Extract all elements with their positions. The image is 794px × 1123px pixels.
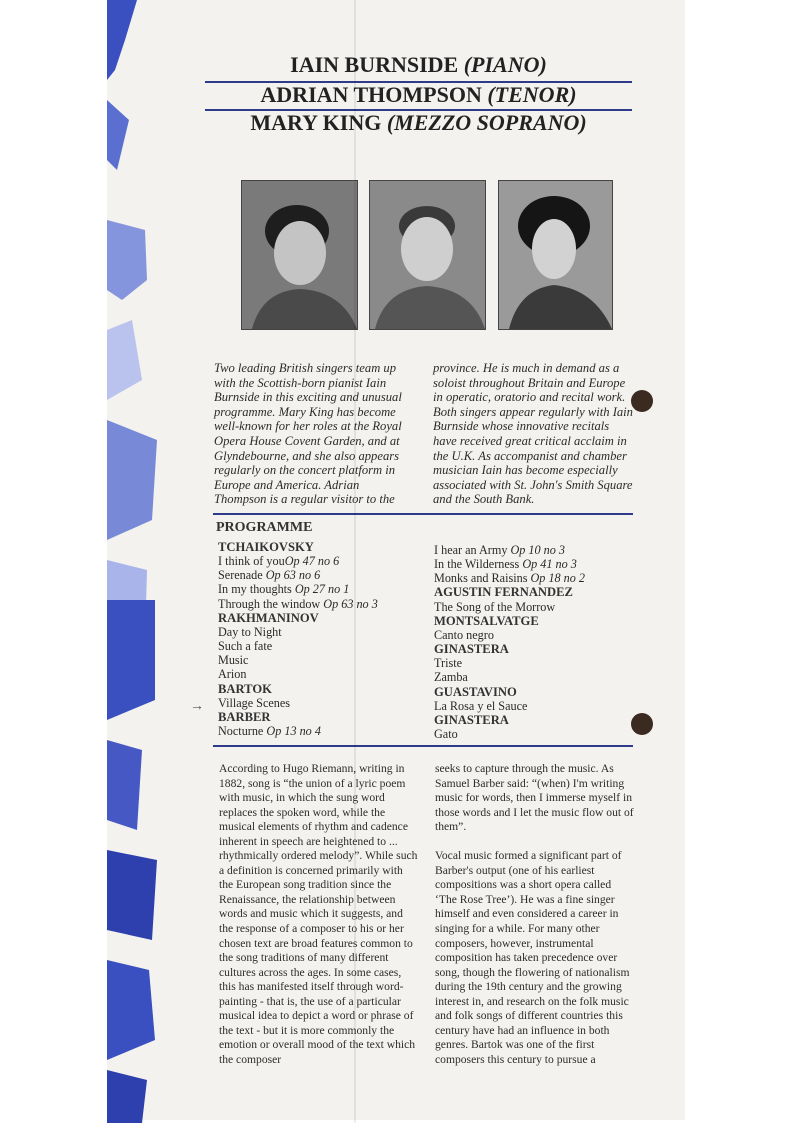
work-opus: Op 63 no 6: [265, 568, 321, 583]
work-opus: Op 18 no 2: [530, 571, 586, 586]
programme-work: [218, 554, 423, 568]
work-title: Triste: [434, 656, 462, 671]
work-opus: Op 41 no 3: [522, 557, 577, 572]
work-title: Canto negro: [434, 627, 494, 642]
programme-composer: RAKHMANINOV: [218, 610, 319, 625]
punch-hole: [631, 390, 653, 412]
performer-name: ADRIAN THOMPSON: [260, 82, 482, 107]
work-title: La Rosa y el Sauce: [434, 698, 528, 713]
programme-column-right: [434, 543, 634, 741]
programme-composer: GINASTERA: [434, 642, 509, 657]
article-column-left: [219, 762, 419, 1082]
programme-work: [434, 727, 634, 741]
programme-composer: GINASTERA: [434, 712, 509, 727]
article-paragraph: According to Hugo Riemann, writing in 1882, song is “the union of a lyric poem with music, in which the sung word replaces the spoken word, while the musical elements of rhythm and cadence inherent in speech are heightened to ... rhythmically ordered melody”. While such a definition is concerned primarily with the European song tradition since the Renaissance, the relationship between words and music which it suggests, and the response of a composer to his or her chosen text are broad features common to the song traditions of many different cultures across the ages. In some cases, this has manifested itself through word-painting - that is, the use of a particular musical idea to depict a word or phrase of the text - but it is more commonly the emotion or overall mood of the text which the composer: [219, 762, 418, 1066]
programme-work: [434, 656, 634, 670]
work-title: Village Scenes: [218, 695, 291, 710]
programme-work: [434, 557, 634, 571]
work-title: Through the window: [218, 596, 324, 611]
programme-column-left: [218, 540, 423, 738]
programme-work: [434, 628, 634, 642]
article-paragraph: seeks to capture through the music. As Samuel Barber said: “(when) I'm writing music for words, then I immerse myself in those words and I let the music flow out of them”.: [435, 762, 634, 834]
work-title: Monks and Raisins: [434, 571, 531, 586]
programme-work: [218, 667, 423, 681]
programme-work: [218, 625, 423, 639]
section-rule: [213, 513, 633, 515]
work-title: In my thoughts: [218, 582, 295, 597]
work-title: The Song of the Morrow: [434, 599, 556, 614]
intro-text-left: Two leading British singers team up with the Scottish-born pianist Iain Burnside in this exciting and unusual programme. Mary King has become well-known for her roles at the Royal Opera House Covent Garden, and at Glyndebourne, and she also appears regularly on the concert platform in Europe and America. Adrian Thompson is a regular visitor to the: [214, 361, 402, 507]
portrait-photo-2: [369, 180, 486, 330]
work-opus: Op 27 no 1: [294, 582, 350, 597]
programme-work: [218, 653, 423, 667]
work-title: Arion: [218, 667, 247, 682]
portrait-photo-3: [498, 180, 613, 330]
programme-work: [434, 543, 634, 557]
punch-hole: [631, 713, 653, 735]
programme-work: [218, 696, 423, 710]
programme-work: [218, 597, 423, 611]
performer-heading-3: [205, 110, 632, 136]
programme-composer: GUASTAVINO: [434, 684, 517, 699]
work-opus: Op 10 no 3: [510, 543, 565, 557]
blue-brushstroke-decoration: [107, 0, 167, 1123]
programme-composer: TCHAIKOVSKY: [218, 540, 314, 554]
work-title: Such a fate: [218, 639, 273, 654]
section-rule: [213, 745, 633, 747]
performer-heading-2: [205, 82, 632, 108]
work-title: I think of you: [218, 554, 285, 569]
programme-work: [218, 582, 423, 596]
programme-title: PROGRAMME: [216, 520, 313, 535]
portrait-photo-1: [241, 180, 358, 330]
intro-text-right: province. He is much in demand as a soloist throughout Britain and Europe in operatic, oratorio and recital work. Both singers appear regularly with Iain Burnside whose innovative recitals have received great critical acclaim in the U.K. As accompanist and chamber musician Iain has become especially associated with St. John's Smith Square and the South Bank.: [433, 361, 633, 507]
programme-work: [434, 670, 634, 684]
programme-work: [434, 699, 634, 713]
work-title: Serenade: [218, 568, 266, 583]
programme-composer: BARTOK: [218, 681, 272, 696]
work-title: Day to Night: [218, 624, 282, 639]
programme-composer: AGUSTIN FERNANDEZ: [434, 585, 573, 600]
programme-work: [218, 639, 423, 653]
performer-name: MARY KING: [250, 110, 382, 135]
work-title: Gato: [434, 727, 458, 742]
programme-work: [434, 600, 634, 614]
work-opus: Op 63 no 3: [323, 596, 378, 611]
programme-work: [218, 724, 423, 738]
performer-role: (PIANO): [463, 52, 547, 77]
performer-role: (MEZZO SOPRANO): [386, 110, 587, 135]
article-column-right: [435, 762, 635, 1082]
work-opus: Op 13 no 4: [266, 724, 321, 739]
article-paragraph: Vocal music formed a significant part of Barber's output (one of his earliest compositions was a short opera called ‘The Rose Tree’). He was a fine singer himself and even considered a career in singing for a while. For many other composers, however, instrumental composition has taken precedence over song, though the flowering of nationalism during the 19th century and the growing interest in, and research on the folk music and folk songs of different countries this century have had an influence in both genres. Bartok was one of the first composers this century to pursue a: [435, 849, 630, 1066]
performer-name: IAIN BURNSIDE: [290, 52, 459, 77]
work-title: I hear an Army: [434, 543, 511, 557]
programme-work: [218, 568, 423, 582]
programme-work: [434, 571, 634, 585]
work-title: Music: [218, 653, 249, 668]
work-opus: Op 47 no 6: [284, 554, 340, 569]
paper-fold-line: [354, 0, 356, 1123]
performer-heading-1: [205, 52, 632, 78]
performer-role: (TENOR): [487, 82, 577, 107]
programme-composer: BARBER: [218, 709, 271, 724]
work-title: Nocturne: [218, 724, 267, 739]
work-title: In the Wilderness: [434, 557, 523, 572]
handwritten-arrow-icon: →: [190, 699, 204, 714]
programme-composer: MONTSALVATGE: [434, 613, 539, 628]
work-title: Zamba: [434, 670, 468, 685]
